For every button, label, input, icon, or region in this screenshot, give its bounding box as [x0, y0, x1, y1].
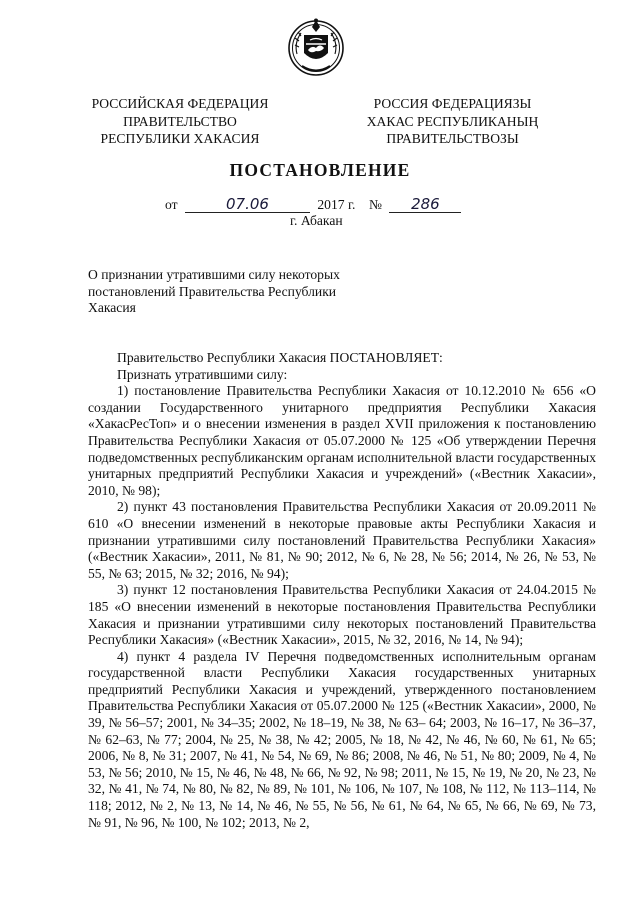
header-right-line: ХАКАС РЕСПУБЛИКАНЫҢ: [366, 113, 539, 129]
handwritten-number: 286: [411, 195, 440, 213]
header-left-line: РОССИЙСКАЯ ФЕДЕРАЦИЯ: [91, 96, 269, 111]
date-prefix: от: [165, 197, 178, 212]
coat-of-arms-icon: [286, 17, 346, 77]
city: г. Абакан: [290, 213, 343, 228]
header-right-line: ПРАВИТЕЛЬСТВОЗЫ: [386, 131, 519, 146]
subject-block: [88, 267, 368, 317]
date-number-line: [165, 197, 461, 213]
body-item-3: 3) пункт 12 постановления Правительства Республики Хакасия от 24.04.2015 № 185 «О внесении изменений в некоторые постановления Правительства Республики Хакасия и признании утратившими силу некоторых постановлений Правительства Республики Хакасия» («Вестник Хакасии», 2015, № 32, 2016, № 14, № 94);: [88, 582, 596, 648]
year: 2017 г.: [317, 197, 356, 212]
subject-line: постановлений Правительства Республики: [88, 283, 337, 299]
body-item-2: 2) пункт 43 постановления Правительства Республики Хакасия от 20.09.2011 № 610 «О внесении изменений в некоторые правовые акты Республики Хакасия и признании утратившими силу постановлений Правительства Республики Хакасия» («Вестник Хакасии», 2011, № 81, № 90; 2012, № 6, № 28, № 56; 2014, № 26, № 53, № 55, № 63; 2015, № 32; 2016, № 94);: [88, 499, 596, 581]
header-right: [350, 95, 555, 148]
header-left: [75, 95, 285, 148]
body-lead: Признать утратившими силу:: [117, 366, 288, 382]
header-right-line: РОССИЯ ФЕДЕРАЦИЯЗЫ: [373, 96, 532, 111]
number-label: №: [369, 197, 382, 212]
handwritten-date: 07.06: [225, 195, 269, 213]
document-body: [88, 350, 596, 831]
header-left-line: ПРАВИТЕЛЬСТВО: [123, 113, 237, 129]
body-item-1: 1) постановление Правительства Республики Хакасия от 10.12.2010 № 656 «О создании Государственного унитарного предприятия Республики Хакасия «ХакасРесТоп» и о внесении изменения в раздел XVII приложения к постановлению Правительства Республики Хакасия от 05.07.2000 № 125 «Об утверждении Перечня подведомственных республиканским органам исполнительной власти государственных унитарных предприятий Республики Хакасия и учреждений» («Вестник Хакасии», 2010, № 98);: [88, 383, 596, 498]
header-left-line: РЕСПУБЛИКИ ХАКАСИЯ: [100, 131, 260, 146]
body-intro: Правительство Республики Хакасия ПОСТАНОВЛЯЕТ:: [117, 350, 443, 365]
subject-line: Хакасия: [88, 300, 136, 316]
document-title: ПОСТАНОВЛЕНИЕ: [229, 160, 411, 180]
subject-line: О признании утратившими силу некоторых: [88, 267, 340, 282]
body-item-4: 4) пункт 4 раздела IV Перечня подведомственных исполнительным органам государственной власти Республики Хакасия государственных унитарных предприятий Республики Хакасия и учреждений, утвержденного постановлением Правительства Республики Хакасия от 05.07.2000 № 125 («Вестник Хакасии», 2000, № 39, № 56–57; 2001, № 34–35; 2002, № 18–19, № 38, № 63– 64; 2003, № 16–17, № 36–37, № 62–63, № 77; 2004, № 25, № 38, № 42; 2005, № 18, № 42, № 46, № 60, № 61, № 65; 2006, № 8, № 31; 2007, № 41, № 54, № 69, № 86; 2008, № 46, № 51, № 80; 2009, № 4, № 53, № 56; 2010, № 15, № 46, № 48, № 66, № 92, № 98; 2011, № 15, № 19, № 20, № 23, № 32, № 41, № 74, № 80, № 82, № 89, № 101, № 106, № 107, № 108, № 112, № 113–114, № 118; 2012, № 2, № 13, № 14, № 46, № 55, № 56, № 61, № 64, № 65, № 66, № 69, № 73, № 91, № 96, № 100, № 102; 2013, № 2,: [88, 648, 596, 830]
